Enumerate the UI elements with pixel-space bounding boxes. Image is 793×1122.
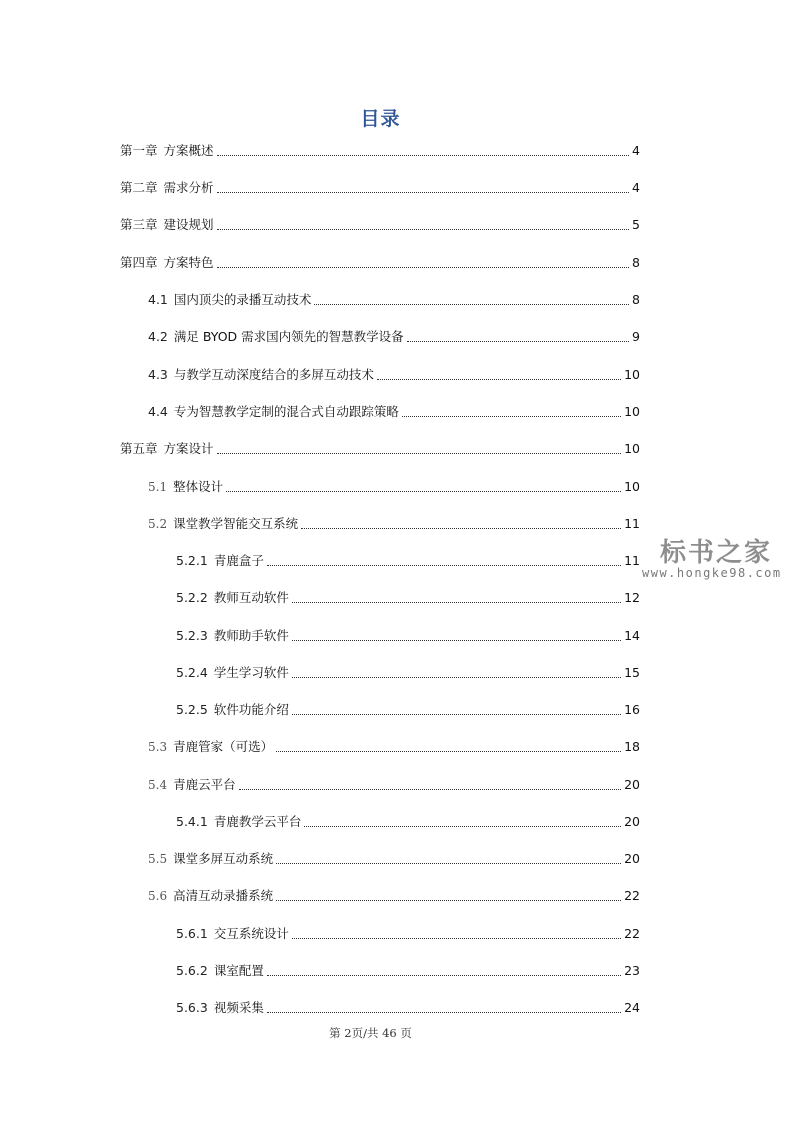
toc-entry-title: 软件功能介绍 [213, 702, 289, 717]
toc-dot-leader [217, 191, 630, 193]
toc-entry-number: 4.3 [148, 367, 168, 382]
toc-entry-number: 5.4 [148, 778, 168, 792]
toc-entry-section-5-2[interactable] [148, 514, 640, 534]
toc-entry-title: 整体设计 [173, 479, 224, 494]
toc-entry-section-5-6[interactable] [148, 886, 640, 906]
toc-entry-number: 5.2.3 [176, 628, 208, 643]
toc-entry-page: 23 [624, 963, 640, 978]
toc-entry-number: 5.2.4 [176, 665, 208, 680]
toc-entry-number: 4.4 [148, 404, 168, 419]
toc-entry-number: 4.1 [148, 292, 168, 307]
toc-dot-leader [292, 713, 621, 715]
toc-entry-subsection-5-4-1[interactable] [176, 812, 640, 832]
toc-entry-chapter-2[interactable] [120, 178, 640, 198]
toc-entry-number: 第一章 [120, 143, 158, 158]
toc-entry-title: 青鹿管家（可选） [173, 739, 274, 754]
toc-entry-number: 第五章 [120, 441, 158, 456]
toc-entry-subsection-5-2-1[interactable] [176, 551, 640, 571]
toc-entry-subsection-5-2-2[interactable] [176, 588, 640, 608]
toc-entry-chapter-3[interactable] [120, 215, 640, 235]
toc-entry-title: 青鹿盒子 [213, 553, 264, 568]
toc-entry-title: 课堂教学智能交互系统 [173, 516, 299, 531]
toc-entry-subsection-5-2-3[interactable] [176, 626, 640, 646]
toc-entry-number: 5.1 [148, 480, 168, 494]
toc-dot-leader [239, 788, 621, 790]
toc-entry-title: 方案设计 [163, 441, 214, 456]
toc-dot-leader [217, 266, 630, 268]
toc-entry-number: 5.2.5 [176, 702, 208, 717]
toc-entry-chapter-1[interactable] [120, 141, 640, 161]
toc-entry-subsection-5-2-5[interactable] [176, 700, 640, 720]
toc-dot-leader [292, 937, 621, 939]
toc-dot-leader [304, 825, 621, 827]
toc-entry-page: 9 [632, 329, 640, 344]
toc-entry-page: 10 [624, 367, 640, 382]
page-number-footer: 第 2页/共 46 页 [329, 1026, 412, 1040]
toc-dot-leader [267, 974, 621, 976]
toc-entry-page: 10 [624, 479, 640, 494]
toc-entry-section-5-1[interactable] [148, 477, 640, 497]
toc-dot-leader [407, 340, 629, 342]
toc-entry-section-5-4[interactable] [148, 775, 640, 795]
toc-dot-leader [402, 415, 621, 417]
toc-entry-number: 第四章 [120, 255, 158, 270]
toc-dot-leader [292, 601, 621, 603]
toc-entry-page: 5 [632, 217, 640, 232]
toc-entry-page: 20 [624, 851, 640, 866]
toc-entry-title: 高清互动录播系统 [173, 888, 274, 903]
toc-dot-leader [267, 1011, 621, 1013]
toc-entry-number: 5.2.1 [176, 553, 208, 568]
toc-entry-number: 5.5 [148, 852, 168, 866]
toc-entry-page: 8 [632, 255, 640, 270]
toc-entry-title: 需求分析 [163, 180, 214, 195]
toc-entry-page: 24 [624, 1000, 640, 1015]
toc-entry-title: 视频采集 [213, 1000, 264, 1015]
toc-entry-number: 5.6.2 [176, 963, 208, 978]
toc-entry-subsection-5-2-4[interactable] [176, 663, 640, 683]
toc-entry-page: 11 [624, 553, 640, 568]
watermark-url: www.hongke98.com [642, 566, 782, 580]
toc-entry-section-5-3[interactable] [148, 737, 640, 757]
toc-entry-number: 5.3 [148, 740, 168, 754]
toc-entry-number: 5.2 [148, 517, 168, 531]
toc-dot-leader [217, 228, 630, 230]
toc-entry-page: 20 [624, 814, 640, 829]
toc-entry-title: 与教学互动深度结合的多屏互动技术 [173, 367, 374, 382]
toc-entry-title: 交互系统设计 [213, 926, 289, 941]
toc-dot-leader [292, 676, 621, 678]
toc-dot-leader [276, 899, 621, 901]
toc-entry-number: 第二章 [120, 180, 158, 195]
toc-entry-title: 教师助手软件 [213, 628, 289, 643]
toc-entry-page: 8 [632, 292, 640, 307]
toc-entry-page: 4 [632, 143, 640, 158]
toc-entry-chapter-4[interactable] [120, 253, 640, 273]
toc-title: 目录 [360, 108, 401, 130]
toc-entry-subsection-5-6-1[interactable] [176, 924, 640, 944]
toc-entry-title: 建设规划 [163, 217, 214, 232]
toc-entry-title: 国内顶尖的录播互动技术 [173, 292, 312, 307]
watermark [638, 532, 788, 592]
toc-entry-page: 11 [624, 516, 640, 531]
toc-entry-title: 教师互动软件 [213, 590, 289, 605]
toc-dot-leader [276, 862, 621, 864]
toc-entry-number: 5.2.2 [176, 590, 208, 605]
toc-dot-leader [217, 154, 630, 156]
toc-entry-page: 18 [624, 739, 640, 754]
toc-entry-section-4-3[interactable] [148, 365, 640, 385]
toc-dot-leader [301, 527, 621, 529]
toc-entry-page: 10 [624, 404, 640, 419]
toc-entry-number: 4.2 [148, 329, 168, 344]
toc-entry-page: 15 [624, 665, 640, 680]
toc-entry-number: 5.6.3 [176, 1000, 208, 1015]
toc-entry-page: 14 [624, 628, 640, 643]
toc-dot-leader [377, 378, 621, 380]
toc-entry-section-5-5[interactable] [148, 849, 640, 869]
toc-entry-number: 5.4.1 [176, 814, 208, 829]
toc-entry-title: 课堂多屏互动系统 [173, 851, 274, 866]
toc-entry-page: 12 [624, 590, 640, 605]
toc-dot-leader [276, 750, 621, 752]
toc-entry-title: 课室配置 [213, 963, 264, 978]
toc-entry-title: 青鹿云平台 [173, 777, 236, 792]
toc-dot-leader [217, 452, 622, 454]
toc-entry-page: 16 [624, 702, 640, 717]
toc-entry-title: 青鹿教学云平台 [213, 814, 302, 829]
toc-dot-leader [292, 639, 621, 641]
toc-entry-page: 22 [624, 888, 640, 903]
toc-entry-page: 22 [624, 926, 640, 941]
watermark-logo: 标书之家 [660, 538, 773, 568]
toc-entry-page: 20 [624, 777, 640, 792]
toc-dot-leader [226, 490, 621, 492]
toc-entry-chapter-5[interactable] [120, 439, 640, 459]
toc-entry-number: 5.6 [148, 889, 168, 903]
toc-entry-section-4-4[interactable] [148, 402, 640, 422]
toc-dot-leader [314, 303, 629, 305]
toc-entry-title: 满足 BYOD 需求国内领先的智慧教学设备 [173, 329, 404, 344]
toc-entry-title: 学生学习软件 [213, 665, 289, 680]
toc-dot-leader [267, 564, 621, 566]
toc-entry-number: 第三章 [120, 217, 158, 232]
toc-entry-page: 4 [632, 180, 640, 195]
toc-entry-section-4-1[interactable] [148, 290, 640, 310]
toc-entry-page: 10 [624, 441, 640, 456]
toc-entry-section-4-2[interactable] [148, 327, 640, 347]
toc-entry-title: 方案概述 [163, 143, 214, 158]
toc-entry-subsection-5-6-3[interactable] [176, 998, 640, 1018]
toc-entry-subsection-5-6-2[interactable] [176, 961, 640, 981]
toc-entry-title: 方案特色 [163, 255, 214, 270]
toc-entry-number: 5.6.1 [176, 926, 208, 941]
toc-entry-title: 专为智慧教学定制的混合式自动跟踪策略 [173, 404, 399, 419]
